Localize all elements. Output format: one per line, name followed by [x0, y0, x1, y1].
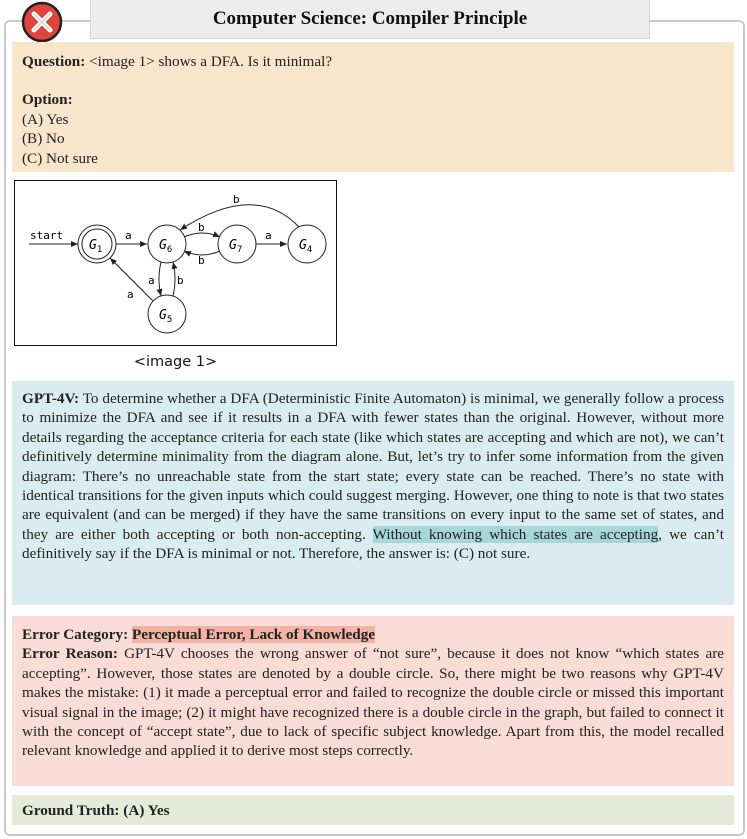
edge-g6-g7-label: b — [198, 221, 205, 234]
ground-truth-box — [12, 795, 734, 825]
model-response-box — [12, 381, 734, 605]
option-b: (B) No — [22, 130, 65, 148]
option-c: (C) Not sure — [22, 149, 98, 167]
response-text-end: , we can’t definitively say if the DFA is minimal or not. Therefore, the answer is: (C) not sure. — [22, 525, 725, 563]
edge-g7-g6-label: b — [198, 254, 205, 267]
question-text: <image 1> shows a DFA. Is it minimal? — [89, 53, 333, 70]
response-text: To determine whether a DFA (Deterministic Finite Automaton) is minimal, we generally follow a process to minimize the DFA and see if it results in a DFA with fewer states than the original. However, without more details regarding the acceptance criteria for each state (like which states are accepting and which are not), we can’t definitively determine minimality from the diagram alone. But, let’s try to infer some information from the given diagram: There’s no unreachable state from the start state; every state can be reached. There’s no state with identical transitions for the given inputs which could suggest merging. However, one thing to note is that two states are equivalent (and can be merged) if they have the same transitions on every input to the same set of states, and they are either both accepting or both non-accepting. — [22, 390, 724, 543]
ground-truth-value: (A) Yes — [123, 802, 170, 819]
start-label: start — [30, 229, 64, 242]
error-reason-text: GPT-4V chooses the wrong answer of “not sure”, because it does not know “which states are accepting”. However, those states are denoted by a double circle. So, there might be two reasons why GPT-4V makes the mistake: (1) it made a perceptual error and failed to recognize the double circle or missed this important visual signal in the image; (2) it might have recognized there is a double circle in the graph, but failed to connect it with the concept of “accept state”, due to lack of specific subject knowledge. Apart from this, the model recalled relevant knowledge and applied it to derive most steps correctly. — [22, 645, 724, 760]
response-label: GPT-4V: — [22, 390, 80, 407]
edge-g6-g5 — [159, 262, 161, 296]
figure-caption: <image 1> — [133, 354, 218, 370]
state-g6 — [148, 225, 186, 263]
ground-truth-label: Ground Truth: — [22, 802, 120, 819]
page-title — [90, 0, 650, 39]
edge-g6-g5-label: a — [148, 274, 155, 287]
edge-g5-g6 — [173, 262, 175, 296]
error-category-label: Error Category: — [22, 626, 129, 643]
error-reason-label: Error Reason: — [22, 645, 118, 663]
edge-g7-g4-label: a — [265, 229, 272, 242]
question-label: Question: — [22, 53, 86, 70]
error-analysis-box — [12, 616, 734, 786]
question-box — [12, 42, 734, 172]
dfa-figure — [14, 180, 337, 346]
edge-g4-g6-label: b — [233, 193, 240, 206]
state-g7 — [218, 225, 256, 263]
response-highlight: Without knowing which states are accepting — [372, 525, 659, 543]
state-g5 — [148, 295, 186, 333]
edge-g5-g1-label: a — [127, 288, 134, 301]
state-g5-label: $G_5$ — [159, 308, 173, 325]
option-label: Option: — [22, 91, 73, 109]
edge-g1-g6-label: a — [125, 229, 132, 242]
dfa-diagram — [15, 181, 335, 344]
option-a: (A) Yes — [22, 110, 69, 128]
state-g7-label: $G_7$ — [229, 238, 243, 255]
state-g4 — [288, 225, 326, 263]
edge-g5-g6-label: b — [177, 274, 184, 287]
state-g1-label: $G_1$ — [89, 238, 103, 255]
state-g6-label: $G_6$ — [159, 238, 173, 255]
error-x-icon — [21, 1, 63, 43]
state-g1 — [78, 225, 116, 263]
error-category-value: Perceptual Error, Lack of Knowledge — [131, 626, 376, 643]
state-g4-label: $G_4$ — [299, 238, 313, 255]
title-text: Computer Science: Compiler Principle — [212, 8, 528, 29]
